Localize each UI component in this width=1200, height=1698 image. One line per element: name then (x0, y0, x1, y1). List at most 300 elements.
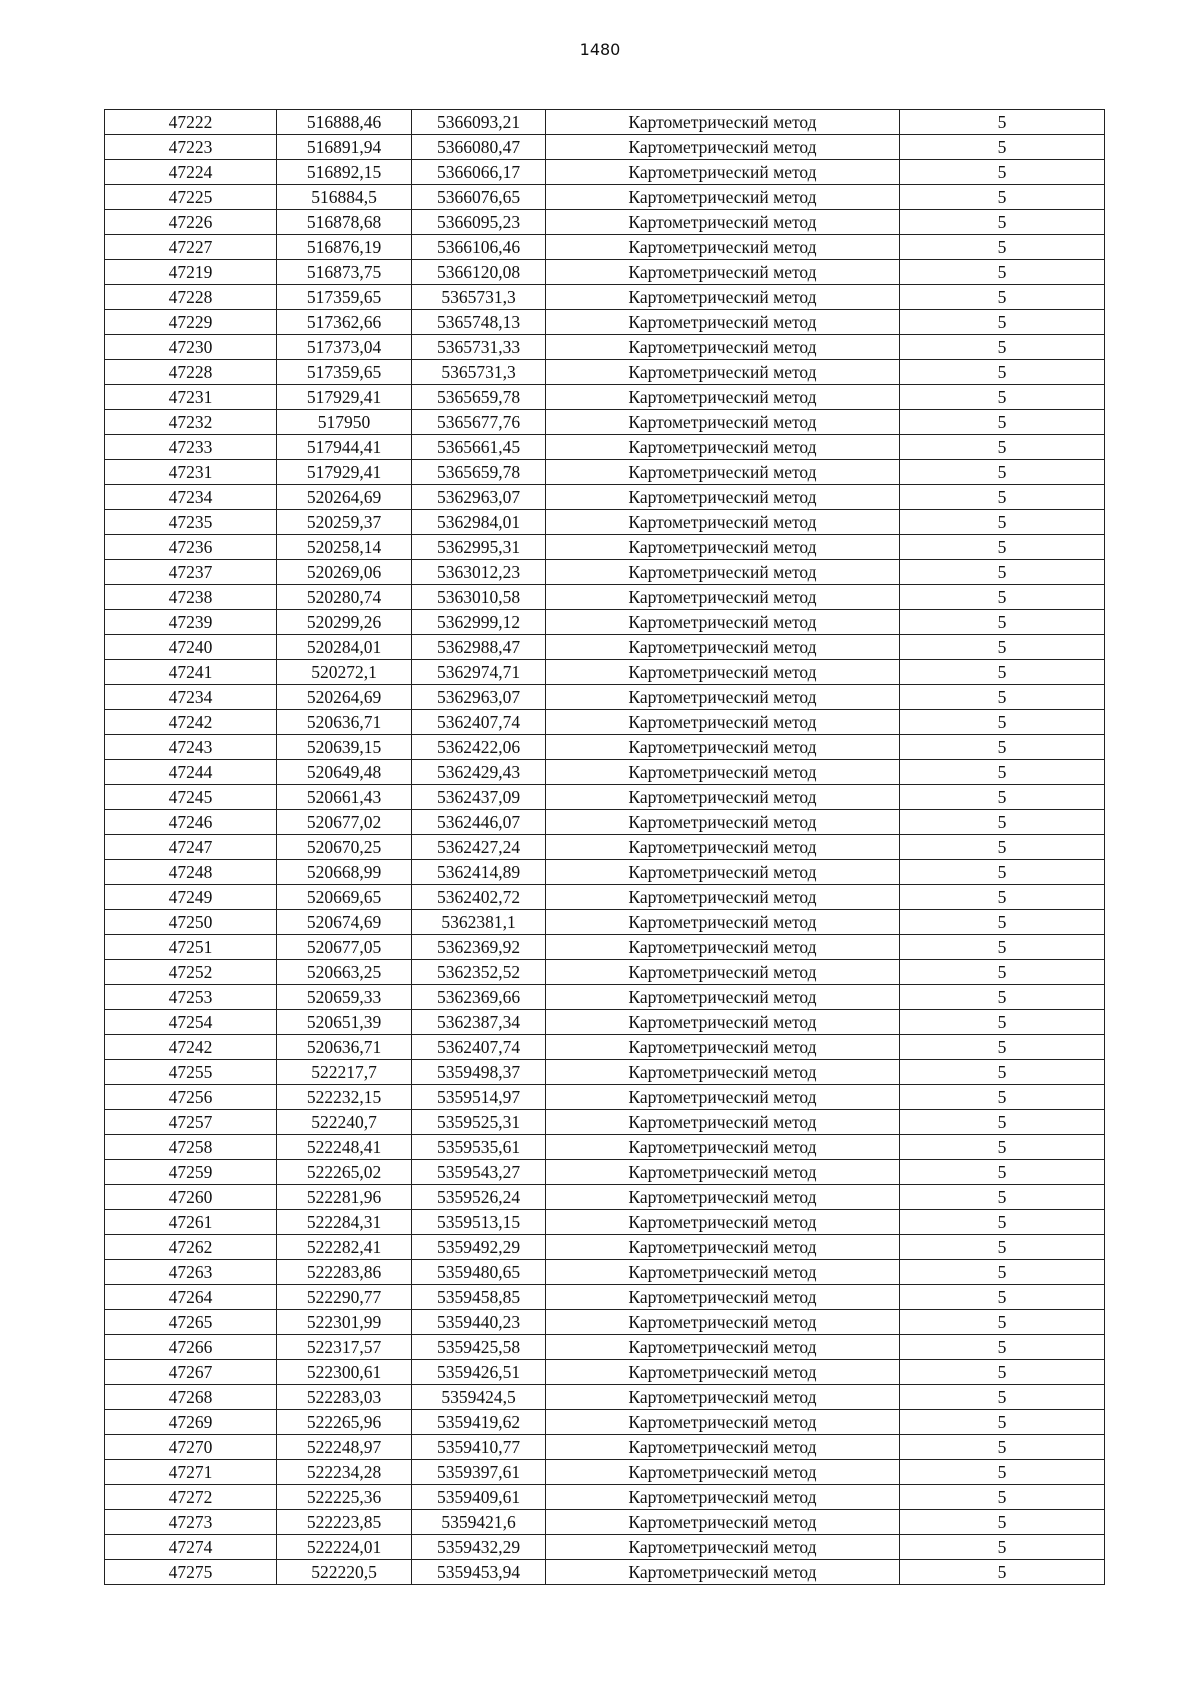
x-coordinate-cell: 517944,41 (277, 435, 412, 460)
method-cell: Картометрический метод (546, 510, 900, 535)
table-row (105, 1510, 1105, 1535)
accuracy-cell: 5 (900, 235, 1105, 260)
point-number-cell: 47226 (105, 210, 277, 235)
x-coordinate-cell: 520670,25 (277, 835, 412, 860)
point-number-cell: 47271 (105, 1460, 277, 1485)
x-coordinate-cell: 522281,96 (277, 1185, 412, 1210)
method-cell: Картометрический метод (546, 1560, 900, 1585)
accuracy-cell: 5 (900, 385, 1105, 410)
table-row (105, 1460, 1105, 1485)
method-cell: Картометрический метод (546, 385, 900, 410)
method-cell: Картометрический метод (546, 660, 900, 685)
x-coordinate-cell: 520677,02 (277, 810, 412, 835)
x-coordinate-cell: 520669,65 (277, 885, 412, 910)
y-coordinate-cell: 5365731,3 (412, 285, 546, 310)
y-coordinate-cell: 5362369,92 (412, 935, 546, 960)
table-row (105, 1160, 1105, 1185)
y-coordinate-cell: 5359458,85 (412, 1285, 546, 1310)
point-number-cell: 47236 (105, 535, 277, 560)
x-coordinate-cell: 520663,25 (277, 960, 412, 985)
accuracy-cell: 5 (900, 1310, 1105, 1335)
accuracy-cell: 5 (900, 885, 1105, 910)
y-coordinate-cell: 5366080,47 (412, 135, 546, 160)
point-number-cell: 47274 (105, 1535, 277, 1560)
x-coordinate-cell: 517362,66 (277, 310, 412, 335)
point-number-cell: 47228 (105, 360, 277, 385)
table-row (105, 885, 1105, 910)
table-row (105, 485, 1105, 510)
x-coordinate-cell: 520272,1 (277, 660, 412, 685)
x-coordinate-cell: 520674,69 (277, 910, 412, 935)
point-number-cell: 47254 (105, 1010, 277, 1035)
method-cell: Картометрический метод (546, 585, 900, 610)
accuracy-cell: 5 (900, 985, 1105, 1010)
y-coordinate-cell: 5362387,34 (412, 1010, 546, 1035)
y-coordinate-cell: 5362963,07 (412, 685, 546, 710)
accuracy-cell: 5 (900, 560, 1105, 585)
point-number-cell: 47227 (105, 235, 277, 260)
x-coordinate-cell: 520299,26 (277, 610, 412, 635)
point-number-cell: 47225 (105, 185, 277, 210)
accuracy-cell: 5 (900, 935, 1105, 960)
table-row (105, 385, 1105, 410)
point-number-cell: 47222 (105, 110, 277, 135)
x-coordinate-cell: 522232,15 (277, 1085, 412, 1110)
method-cell: Картометрический метод (546, 985, 900, 1010)
y-coordinate-cell: 5362974,71 (412, 660, 546, 685)
point-number-cell: 47255 (105, 1060, 277, 1085)
method-cell: Картометрический метод (546, 785, 900, 810)
table-row (105, 1085, 1105, 1110)
method-cell: Картометрический метод (546, 185, 900, 210)
method-cell: Картометрический метод (546, 710, 900, 735)
method-cell: Картометрический метод (546, 110, 900, 135)
table-row (105, 710, 1105, 735)
y-coordinate-cell: 5359425,58 (412, 1335, 546, 1360)
accuracy-cell: 5 (900, 1035, 1105, 1060)
method-cell: Картометрический метод (546, 1110, 900, 1135)
x-coordinate-cell: 520264,69 (277, 685, 412, 710)
point-number-cell: 47258 (105, 1135, 277, 1160)
point-number-cell: 47233 (105, 435, 277, 460)
accuracy-cell: 5 (900, 1110, 1105, 1135)
method-cell: Картометрический метод (546, 860, 900, 885)
method-cell: Картометрический метод (546, 1410, 900, 1435)
method-cell: Картометрический метод (546, 760, 900, 785)
table-row (105, 835, 1105, 860)
accuracy-cell: 5 (900, 485, 1105, 510)
point-number-cell: 47250 (105, 910, 277, 935)
x-coordinate-cell: 520284,01 (277, 635, 412, 660)
x-coordinate-cell: 520668,99 (277, 860, 412, 885)
x-coordinate-cell: 522217,7 (277, 1060, 412, 1085)
point-number-cell: 47219 (105, 260, 277, 285)
method-cell: Картометрический метод (546, 1285, 900, 1310)
point-number-cell: 47272 (105, 1485, 277, 1510)
table-row (105, 785, 1105, 810)
method-cell: Картометрический метод (546, 410, 900, 435)
table-row (105, 110, 1105, 135)
accuracy-cell: 5 (900, 335, 1105, 360)
method-cell: Картометрический метод (546, 485, 900, 510)
x-coordinate-cell: 516884,5 (277, 185, 412, 210)
accuracy-cell: 5 (900, 410, 1105, 435)
accuracy-cell: 5 (900, 1410, 1105, 1435)
x-coordinate-cell: 522284,31 (277, 1210, 412, 1235)
y-coordinate-cell: 5363010,58 (412, 585, 546, 610)
x-coordinate-cell: 520636,71 (277, 1035, 412, 1060)
x-coordinate-cell: 522265,02 (277, 1160, 412, 1185)
y-coordinate-cell: 5366095,23 (412, 210, 546, 235)
point-number-cell: 47257 (105, 1110, 277, 1135)
accuracy-cell: 5 (900, 460, 1105, 485)
coordinates-table-body (105, 110, 1105, 1585)
method-cell: Картометрический метод (546, 1510, 900, 1535)
point-number-cell: 47234 (105, 685, 277, 710)
y-coordinate-cell: 5359424,5 (412, 1385, 546, 1410)
accuracy-cell: 5 (900, 1235, 1105, 1260)
accuracy-cell: 5 (900, 835, 1105, 860)
table-row (105, 435, 1105, 460)
table-row (105, 535, 1105, 560)
method-cell: Картометрический метод (546, 810, 900, 835)
point-number-cell: 47246 (105, 810, 277, 835)
method-cell: Картометрический метод (546, 685, 900, 710)
table-row (105, 235, 1105, 260)
accuracy-cell: 5 (900, 1510, 1105, 1535)
point-number-cell: 47270 (105, 1435, 277, 1460)
y-coordinate-cell: 5362427,24 (412, 835, 546, 860)
method-cell: Картометрический метод (546, 960, 900, 985)
point-number-cell: 47231 (105, 385, 277, 410)
method-cell: Картометрический метод (546, 1235, 900, 1260)
table-row (105, 1435, 1105, 1460)
x-coordinate-cell: 520677,05 (277, 935, 412, 960)
x-coordinate-cell: 522240,7 (277, 1110, 412, 1135)
method-cell: Картометрический метод (546, 1310, 900, 1335)
x-coordinate-cell: 517950 (277, 410, 412, 435)
y-coordinate-cell: 5363012,23 (412, 560, 546, 585)
y-coordinate-cell: 5366066,17 (412, 160, 546, 185)
point-number-cell: 47245 (105, 785, 277, 810)
table-row (105, 410, 1105, 435)
method-cell: Картометрический метод (546, 285, 900, 310)
y-coordinate-cell: 5362422,06 (412, 735, 546, 760)
accuracy-cell: 5 (900, 1060, 1105, 1085)
x-coordinate-cell: 520269,06 (277, 560, 412, 585)
point-number-cell: 47228 (105, 285, 277, 310)
table-row (105, 635, 1105, 660)
y-coordinate-cell: 5366076,65 (412, 185, 546, 210)
accuracy-cell: 5 (900, 435, 1105, 460)
x-coordinate-cell: 517929,41 (277, 385, 412, 410)
y-coordinate-cell: 5359498,37 (412, 1060, 546, 1085)
table-row (105, 860, 1105, 885)
table-row (105, 935, 1105, 960)
table-row (105, 560, 1105, 585)
y-coordinate-cell: 5359543,27 (412, 1160, 546, 1185)
y-coordinate-cell: 5362402,72 (412, 885, 546, 910)
y-coordinate-cell: 5362381,1 (412, 910, 546, 935)
point-number-cell: 47239 (105, 610, 277, 635)
accuracy-cell: 5 (900, 585, 1105, 610)
method-cell: Картометрический метод (546, 1435, 900, 1460)
x-coordinate-cell: 517929,41 (277, 460, 412, 485)
accuracy-cell: 5 (900, 1160, 1105, 1185)
x-coordinate-cell: 520639,15 (277, 735, 412, 760)
x-coordinate-cell: 520661,43 (277, 785, 412, 810)
x-coordinate-cell: 517373,04 (277, 335, 412, 360)
accuracy-cell: 5 (900, 1085, 1105, 1110)
method-cell: Картометрический метод (546, 535, 900, 560)
table-row (105, 1135, 1105, 1160)
x-coordinate-cell: 522220,5 (277, 1560, 412, 1585)
point-number-cell: 47249 (105, 885, 277, 910)
y-coordinate-cell: 5362999,12 (412, 610, 546, 635)
point-number-cell: 47230 (105, 335, 277, 360)
method-cell: Картометрический метод (546, 560, 900, 585)
point-number-cell: 47252 (105, 960, 277, 985)
method-cell: Картометрический метод (546, 635, 900, 660)
table-row (105, 1235, 1105, 1260)
y-coordinate-cell: 5362984,01 (412, 510, 546, 535)
x-coordinate-cell: 520259,37 (277, 510, 412, 535)
method-cell: Картометрический метод (546, 1135, 900, 1160)
method-cell: Картометрический метод (546, 335, 900, 360)
table-row (105, 1260, 1105, 1285)
table-row (105, 685, 1105, 710)
table-row (105, 185, 1105, 210)
y-coordinate-cell: 5359397,61 (412, 1460, 546, 1485)
y-coordinate-cell: 5359514,97 (412, 1085, 546, 1110)
point-number-cell: 47242 (105, 710, 277, 735)
x-coordinate-cell: 522225,36 (277, 1485, 412, 1510)
table-row (105, 260, 1105, 285)
accuracy-cell: 5 (900, 110, 1105, 135)
x-coordinate-cell: 517359,65 (277, 360, 412, 385)
y-coordinate-cell: 5359525,31 (412, 1110, 546, 1135)
point-number-cell: 47273 (105, 1510, 277, 1535)
table-row (105, 285, 1105, 310)
point-number-cell: 47248 (105, 860, 277, 885)
y-coordinate-cell: 5359409,61 (412, 1485, 546, 1510)
table-row (105, 985, 1105, 1010)
method-cell: Картометрический метод (546, 935, 900, 960)
point-number-cell: 47275 (105, 1560, 277, 1585)
point-number-cell: 47262 (105, 1235, 277, 1260)
accuracy-cell: 5 (900, 1010, 1105, 1035)
y-coordinate-cell: 5359492,29 (412, 1235, 546, 1260)
y-coordinate-cell: 5362414,89 (412, 860, 546, 885)
method-cell: Картометрический метод (546, 160, 900, 185)
point-number-cell: 47234 (105, 485, 277, 510)
accuracy-cell: 5 (900, 360, 1105, 385)
table-row (105, 460, 1105, 485)
table-row (105, 1485, 1105, 1510)
table-row (105, 1410, 1105, 1435)
point-number-cell: 47247 (105, 835, 277, 860)
point-number-cell: 47260 (105, 1185, 277, 1210)
y-coordinate-cell: 5362407,74 (412, 710, 546, 735)
accuracy-cell: 5 (900, 685, 1105, 710)
method-cell: Картометрический метод (546, 460, 900, 485)
point-number-cell: 47266 (105, 1335, 277, 1360)
accuracy-cell: 5 (900, 1185, 1105, 1210)
point-number-cell: 47269 (105, 1410, 277, 1435)
accuracy-cell: 5 (900, 1460, 1105, 1485)
table-row (105, 1535, 1105, 1560)
point-number-cell: 47259 (105, 1160, 277, 1185)
y-coordinate-cell: 5359513,15 (412, 1210, 546, 1235)
table-row (105, 735, 1105, 760)
y-coordinate-cell: 5362352,52 (412, 960, 546, 985)
y-coordinate-cell: 5365661,45 (412, 435, 546, 460)
method-cell: Картометрический метод (546, 1010, 900, 1035)
accuracy-cell: 5 (900, 660, 1105, 685)
accuracy-cell: 5 (900, 1285, 1105, 1310)
accuracy-cell: 5 (900, 810, 1105, 835)
page-number: 1480 (579, 40, 621, 59)
accuracy-cell: 5 (900, 510, 1105, 535)
method-cell: Картометрический метод (546, 360, 900, 385)
table-row (105, 1185, 1105, 1210)
method-cell: Картометрический метод (546, 310, 900, 335)
y-coordinate-cell: 5359432,29 (412, 1535, 546, 1560)
point-number-cell: 47251 (105, 935, 277, 960)
point-number-cell: 47241 (105, 660, 277, 685)
method-cell: Картометрический метод (546, 835, 900, 860)
point-number-cell: 47242 (105, 1035, 277, 1060)
point-number-cell: 47223 (105, 135, 277, 160)
y-coordinate-cell: 5359419,62 (412, 1410, 546, 1435)
table-row (105, 1035, 1105, 1060)
accuracy-cell: 5 (900, 635, 1105, 660)
accuracy-cell: 5 (900, 1260, 1105, 1285)
method-cell: Картометрический метод (546, 135, 900, 160)
x-coordinate-cell: 522283,03 (277, 1385, 412, 1410)
y-coordinate-cell: 5365731,3 (412, 360, 546, 385)
method-cell: Картометрический метод (546, 435, 900, 460)
method-cell: Картометрический метод (546, 1260, 900, 1285)
method-cell: Картометрический метод (546, 1060, 900, 1085)
y-coordinate-cell: 5359440,23 (412, 1310, 546, 1335)
accuracy-cell: 5 (900, 1360, 1105, 1385)
point-number-cell: 47244 (105, 760, 277, 785)
x-coordinate-cell: 522265,96 (277, 1410, 412, 1435)
x-coordinate-cell: 516891,94 (277, 135, 412, 160)
method-cell: Картометрический метод (546, 1460, 900, 1485)
x-coordinate-cell: 520264,69 (277, 485, 412, 510)
method-cell: Картометрический метод (546, 1035, 900, 1060)
table-row (105, 135, 1105, 160)
accuracy-cell: 5 (900, 260, 1105, 285)
method-cell: Картометрический метод (546, 235, 900, 260)
method-cell: Картометрический метод (546, 735, 900, 760)
table-row (105, 1560, 1105, 1585)
table-row (105, 1110, 1105, 1135)
y-coordinate-cell: 5362446,07 (412, 810, 546, 835)
method-cell: Картометрический метод (546, 1535, 900, 1560)
y-coordinate-cell: 5362988,47 (412, 635, 546, 660)
accuracy-cell: 5 (900, 535, 1105, 560)
point-number-cell: 47243 (105, 735, 277, 760)
x-coordinate-cell: 522282,41 (277, 1235, 412, 1260)
x-coordinate-cell: 522283,86 (277, 1260, 412, 1285)
table-row (105, 1360, 1105, 1385)
method-cell: Картометрический метод (546, 910, 900, 935)
table-row (105, 960, 1105, 985)
table-row (105, 1335, 1105, 1360)
accuracy-cell: 5 (900, 185, 1105, 210)
accuracy-cell: 5 (900, 760, 1105, 785)
y-coordinate-cell: 5362437,09 (412, 785, 546, 810)
point-number-cell: 47265 (105, 1310, 277, 1335)
table-row (105, 360, 1105, 385)
y-coordinate-cell: 5359453,94 (412, 1560, 546, 1585)
table-row (105, 510, 1105, 535)
table-row (105, 1210, 1105, 1235)
accuracy-cell: 5 (900, 860, 1105, 885)
method-cell: Картометрический метод (546, 1185, 900, 1210)
y-coordinate-cell: 5366106,46 (412, 235, 546, 260)
y-coordinate-cell: 5362963,07 (412, 485, 546, 510)
accuracy-cell: 5 (900, 285, 1105, 310)
x-coordinate-cell: 522248,97 (277, 1435, 412, 1460)
accuracy-cell: 5 (900, 1335, 1105, 1360)
y-coordinate-cell: 5359480,65 (412, 1260, 546, 1285)
x-coordinate-cell: 520659,33 (277, 985, 412, 1010)
method-cell: Картометрический метод (546, 1160, 900, 1185)
y-coordinate-cell: 5359526,24 (412, 1185, 546, 1210)
method-cell: Картометрический метод (546, 1385, 900, 1410)
accuracy-cell: 5 (900, 1485, 1105, 1510)
x-coordinate-cell: 516892,15 (277, 160, 412, 185)
y-coordinate-cell: 5365659,78 (412, 460, 546, 485)
table-row (105, 1285, 1105, 1310)
x-coordinate-cell: 516888,46 (277, 110, 412, 135)
accuracy-cell: 5 (900, 910, 1105, 935)
table-row (105, 1310, 1105, 1335)
y-coordinate-cell: 5359410,77 (412, 1435, 546, 1460)
point-number-cell: 47263 (105, 1260, 277, 1285)
y-coordinate-cell: 5366120,08 (412, 260, 546, 285)
accuracy-cell: 5 (900, 785, 1105, 810)
accuracy-cell: 5 (900, 710, 1105, 735)
y-coordinate-cell: 5359426,51 (412, 1360, 546, 1385)
accuracy-cell: 5 (900, 135, 1105, 160)
method-cell: Картометрический метод (546, 1085, 900, 1110)
x-coordinate-cell: 516873,75 (277, 260, 412, 285)
point-number-cell: 47231 (105, 460, 277, 485)
x-coordinate-cell: 522300,61 (277, 1360, 412, 1385)
table-row (105, 210, 1105, 235)
table-row (105, 160, 1105, 185)
x-coordinate-cell: 520280,74 (277, 585, 412, 610)
method-cell: Картометрический метод (546, 260, 900, 285)
y-coordinate-cell: 5365731,33 (412, 335, 546, 360)
table-row (105, 310, 1105, 335)
x-coordinate-cell: 520258,14 (277, 535, 412, 560)
method-cell: Картометрический метод (546, 1210, 900, 1235)
x-coordinate-cell: 522317,57 (277, 1335, 412, 1360)
table-row (105, 610, 1105, 635)
method-cell: Картометрический метод (546, 1360, 900, 1385)
point-number-cell: 47237 (105, 560, 277, 585)
x-coordinate-cell: 522224,01 (277, 1535, 412, 1560)
table-row (105, 1010, 1105, 1035)
accuracy-cell: 5 (900, 1560, 1105, 1585)
accuracy-cell: 5 (900, 310, 1105, 335)
